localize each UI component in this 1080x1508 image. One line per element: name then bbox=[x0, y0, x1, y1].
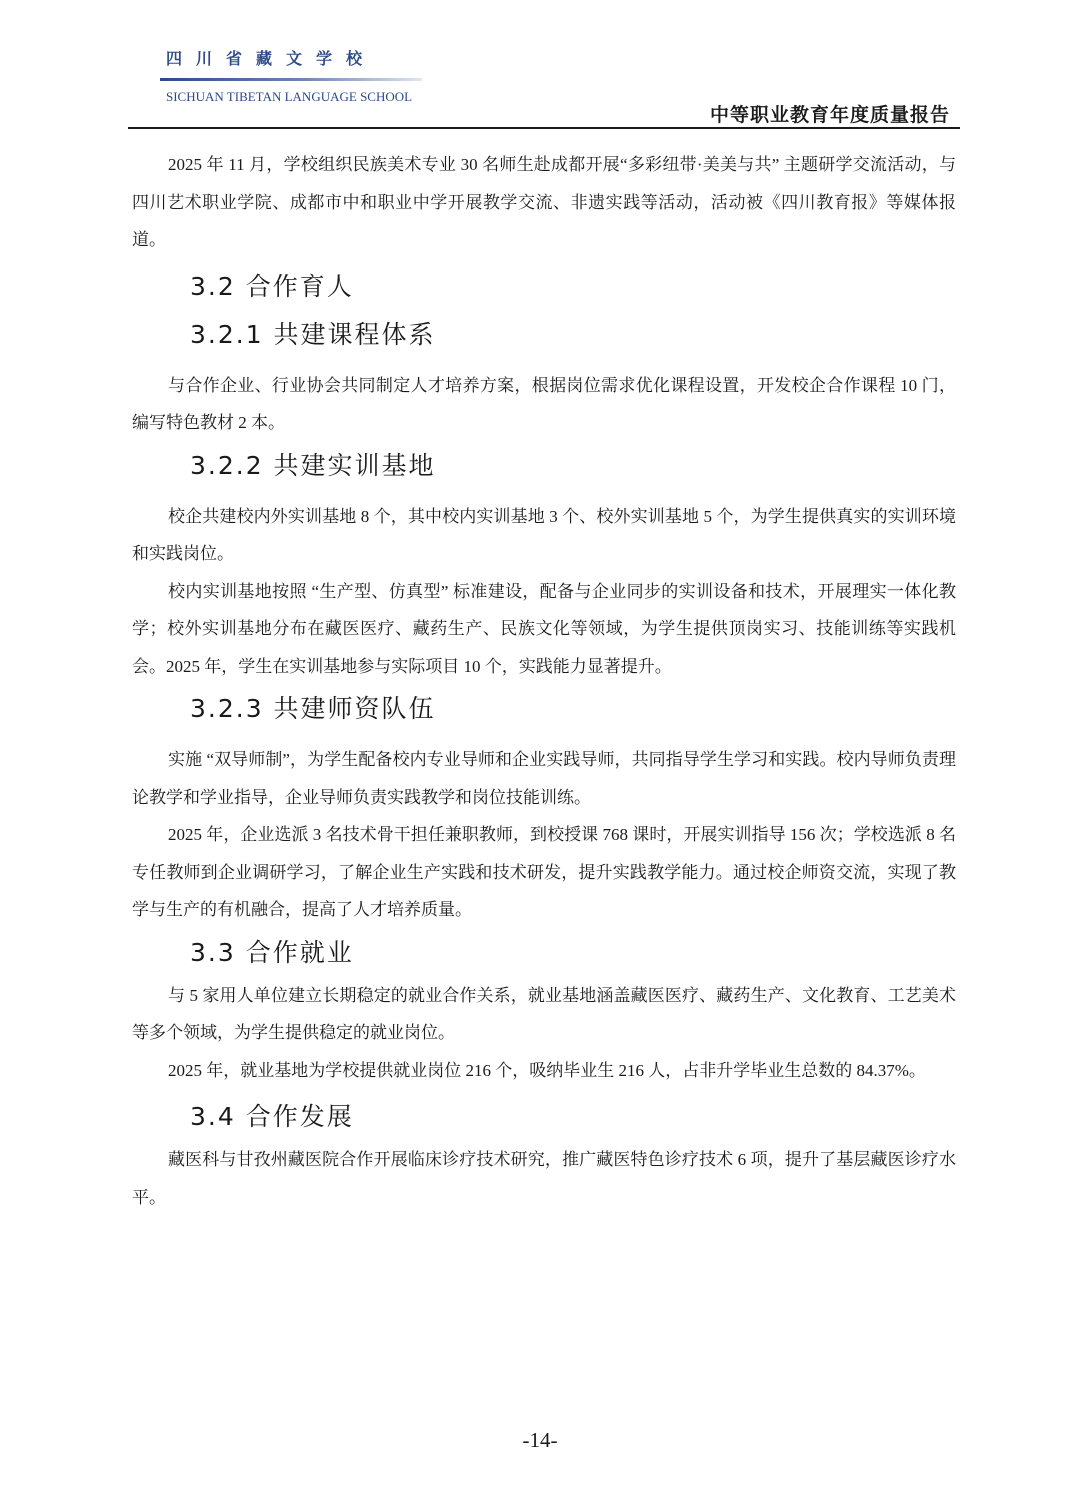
page-content bbox=[132, 146, 956, 1216]
paragraph-3-3-a: 与 5 家用人单位建立长期稳定的就业合作关系，就业基地涵盖藏医医疗、藏药生产、文化教育、工艺美术等多个领域，为学生提供稳定的就业岗位。 bbox=[132, 985, 956, 1042]
subsection-heading-3-2-3: 3.2.3 共建师资队伍 bbox=[190, 694, 436, 723]
section-heading-3-3: 3.3 合作就业 bbox=[190, 937, 354, 967]
section-heading-3-2: 3.2 合作育人 bbox=[190, 271, 354, 301]
paragraph-3-2-3-b: 2025 年，企业选派 3 名技术骨干担任兼职教师，到校授课 768 课时，开展实训指导 156 次；学校选派 8 名专任教师到企业调研学习，了解企业生产实践和技术研发，提升实践教学能力。通过校企师资交流，实现了教学与生产的有机融合，提高了人才培养质量。 bbox=[132, 825, 956, 919]
school-name-chinese: 四川省藏文学校 bbox=[166, 49, 377, 68]
logo-underline bbox=[160, 78, 422, 81]
paragraph-3-2-2-b: 校内实训基地按照 “生产型、仿真型” 标准建设，配备与企业同步的实训设备和技术，开展理实一体化教学；校外实训基地分布在藏医医疗、藏药生产、民族文化等领域，为学生提供顶岗实习、技能训练等实践机会。2025 年，学生在实训基地参与实际项目 10 个，实践能力显著提升。 bbox=[132, 581, 956, 676]
section-heading-3-4: 3.4 合作发展 bbox=[190, 1102, 354, 1131]
paragraph-3-3-b: 2025 年，就业基地为学校提供就业岗位 216 个，吸纳毕业生 216 人，占非升学毕业生总数的 84.37%。 bbox=[168, 1060, 926, 1080]
paragraph-3-2-1: 与合作企业、行业协会共同制定人才培养方案，根据岗位需求优化课程设置，开发校企合作课程 10 门，编写特色教材 2 本。 bbox=[132, 375, 956, 432]
page-number: -14- bbox=[522, 1428, 558, 1452]
paragraph-3-4: 藏医科与甘孜州藏医院合作开展临床诊疗技术研究，推广藏医特色诊疗技术 6 项，提升了基层藏医诊疗水平。 bbox=[132, 1150, 956, 1207]
intro-paragraph: 2025 年 11 月，学校组织民族美术专业 30 名师生赴成都开展“多彩纽带·美美与共” 主题研学交流活动，与四川艺术职业学院、成都市中和职业中学开展教学交流、非遗实践等活动，活动被《四川教育报》等媒体报道。 bbox=[132, 155, 956, 249]
subsection-heading-3-2-1: 3.2.1 共建课程体系 bbox=[190, 319, 436, 349]
report-title: 中等职业教育年度质量报告 bbox=[709, 104, 950, 126]
paragraph-3-2-2-a: 校企共建校内外实训基地 8 个，其中校内实训基地 3 个、校外实训基地 5 个，为学生提供真实的实训环境和实践岗位。 bbox=[132, 506, 956, 563]
subsection-heading-3-2-2: 3.2.2 共建实训基地 bbox=[190, 450, 436, 480]
school-name-english: SICHUAN TIBETAN LANGUAGE SCHOOL bbox=[166, 89, 413, 104]
paragraph-3-2-3-a: 实施 “双导师制”，为学生配备校内专业导师和企业实践导师，共同指导学生学习和实践。校内导师负责理论教学和学业指导，企业导师负责实践教学和岗位技能训练。 bbox=[132, 750, 956, 807]
header-rule bbox=[128, 127, 960, 129]
